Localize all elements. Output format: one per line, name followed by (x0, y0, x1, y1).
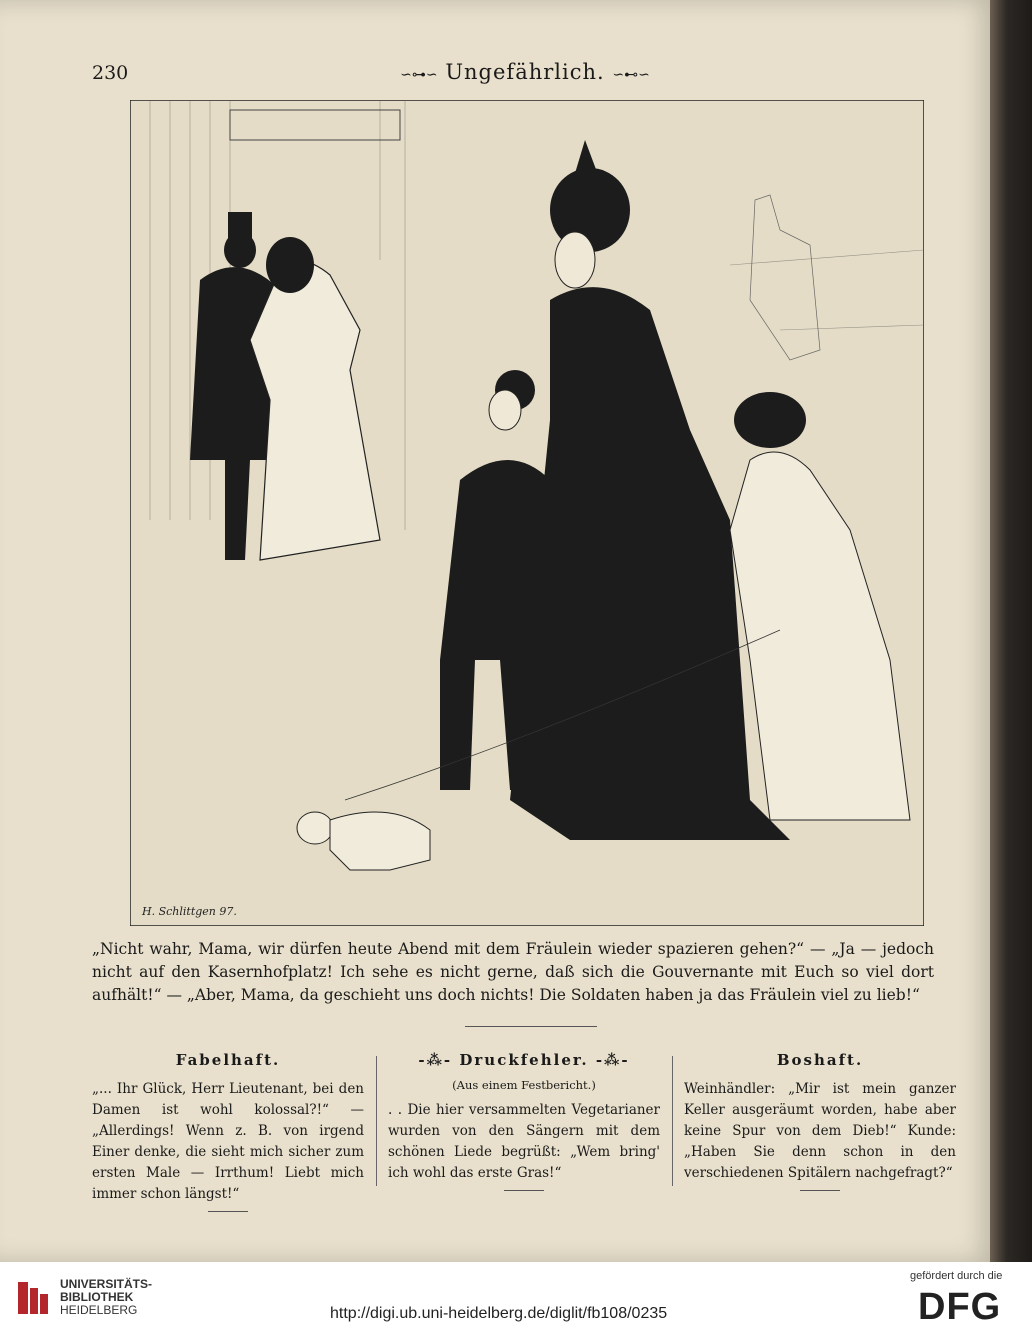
running-head-title: Ungefährlich. (445, 60, 605, 84)
ornament-right-icon: ∽⊷∽ (612, 67, 650, 83)
column-text: . . Die hier versammelten Vegetarianer wurden von den Sängern mit dem schönen Liede begrüßt: „Wem bring' ich wohl das erste Gras!“ (388, 1102, 660, 1181)
end-rule (504, 1190, 544, 1191)
column-title: -⁂- Druckfehler. -⁂- (418, 1051, 630, 1069)
funded-by-label: gefördert durch die (910, 1270, 1003, 1282)
viewer-footer (0, 1262, 1032, 1335)
column-fabelhaft (92, 1050, 364, 1212)
column-subtitle: (Aus einem Festbericht.) (452, 1078, 596, 1092)
university-logo-icon (14, 1278, 54, 1318)
illustration-engraving (130, 100, 924, 926)
illustration-svg (130, 100, 924, 926)
column-boshaft (684, 1050, 956, 1191)
end-rule (208, 1211, 248, 1212)
artist-signature: H. Schlittgen 97. (142, 905, 237, 918)
institution-line-3: HEIDELBERG (60, 1303, 138, 1317)
institution-line-1: UNIVERSITÄTS- (60, 1277, 153, 1291)
end-rule (800, 1190, 840, 1191)
column-title: Boshaft. (776, 1051, 864, 1069)
column-text: „... Ihr Glück, Herr Lieutenant, bei den Damen ist wohl kolossal?!“ — „Allerdings! Wenn z. B. von irgend Einer denke, die sieht mich sicher zum ersten Male — Irrthum! Liebt mich immer schon längst!“ (92, 1081, 364, 1202)
institution-name[interactable] (60, 1278, 152, 1317)
caption-text: „Nicht wahr, Mama, wir dürfen heute Abend mit dem Fräulein wieder spazieren gehen?“ — „Ja — jedoch nicht auf den Kasernhofplatz! Ich sehe es nicht gerne, daß sich die Gouvernante mit Euch so viel dort aufhält!“ — „Aber, Mama, da geschieht uns doch nichts! Die Soldaten haben ja das Fräulein viel zu lieb!“ (92, 940, 934, 1004)
running-head (400, 60, 650, 84)
permalink-url[interactable]: http://digi.ub.uni-heidelberg.de/diglit/fb108/0235 (330, 1305, 668, 1322)
page-number: 230 (92, 62, 129, 84)
page-edge-shadow (990, 0, 1032, 1262)
column-title: Fabelhaft. (175, 1051, 281, 1069)
section-divider (465, 1026, 597, 1027)
column-separator (672, 1056, 673, 1186)
column-druckfehler (388, 1050, 660, 1191)
column-text: Weinhändler: „Mir ist mein ganzer Keller ausgeräumt worden, habe aber keine Spur von dem Dieb!“ Kunde: „Haben Sie denn schon in den verschiedenen Spitälern nachgefragt?“ (684, 1081, 956, 1181)
ornament-left-icon: ∽⊶∽ (400, 67, 438, 83)
institution-line-2: BIBLIOTHEK (60, 1290, 134, 1304)
dfg-logo[interactable]: DFG (918, 1286, 1002, 1328)
column-separator (376, 1056, 377, 1186)
